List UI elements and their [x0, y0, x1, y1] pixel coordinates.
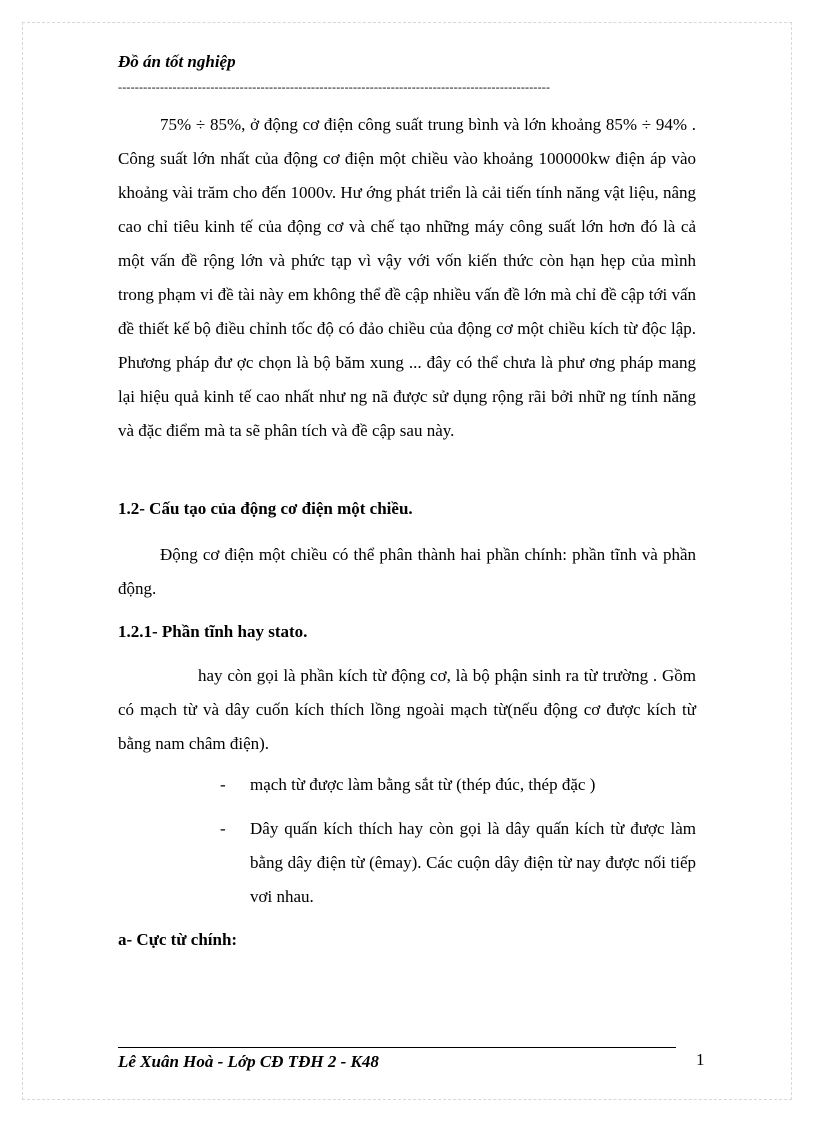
- footer-author: Lê Xuân Hoà - Lớp CĐ TĐH 2 - K48: [118, 1052, 379, 1071]
- bullet-text: mạch từ được làm bằng sắt từ (thép đúc, thép đặc ): [250, 775, 596, 794]
- bullet-item: [220, 812, 696, 914]
- intro-paragraph: 75% ÷ 85%, ở động cơ điện công suất trung bình và lớn khoảng 85% ÷ 94% . Công suất lớn nhất của động cơ điện một chiều vào khoảng 100000kw điện áp vào khoảng vài trăm cho đến 1000v. Hư ớng phát triển là cải tiến tính năng vật liệu, nâng cao chỉ tiêu kinh tế của động cơ và chế tạo những máy công suất lớn hơn đó là cả một vấn đề rộng lớn và phức tạp vì vậy với vốn kiến thức còn hạn hẹp của mình trong phạm vi đề tài này em không thể đề cập nhiều vấn đề lớn mà chỉ đề cập tới vấn đề thiết kế bộ điều chỉnh tốc độ có đảo chiều của động cơ một chiều kích từ độc lập. Phương pháp đư ợc chọn là bộ băm xung ... đây có thể chưa là phư ơng pháp mang lại hiệu quả kinh tế cao nhất như ng nã được sử dụng rộng rãi bởi nhữ ng tính năng và đặc điểm mà ta sẽ phân tích và đề cập sau này.: [118, 115, 696, 440]
- header-dashed-rule: -------------------------------------------------------------------------------------------------------: [118, 80, 551, 94]
- bullet-dash: -: [220, 819, 226, 838]
- bullet-dash: -: [220, 775, 226, 794]
- subheading-a: a- Cực từ chính:: [118, 930, 238, 949]
- stator-paragraph: hay còn gọi là phần kích từ động cơ, là bộ phận sinh ra từ trường . Gồm có mạch từ và dây cuốn kích thích lồng ngoài mạch từ(nếu động cơ được kích từ bằng nam châm điện).: [118, 666, 696, 753]
- header-title: Đồ án tốt nghiệp: [118, 52, 236, 71]
- section-heading-1-2-1: 1.2.1- Phần tĩnh hay stato.: [118, 622, 308, 641]
- bullet-text: Dây quấn kích thích hay còn gọi là dây quấn kích từ được làm bằng dây điện từ (êmay). Các cuộn dây điện từ nay được nối tiếp vơi nhau.: [250, 819, 696, 906]
- bullet-item: [220, 768, 696, 802]
- page-number: 1: [696, 1050, 705, 1069]
- footer-rule: [118, 1047, 676, 1048]
- section-heading-1-2: 1.2- Cấu tạo của động cơ điện một chiều.: [118, 499, 413, 518]
- section-1-2-paragraph: Động cơ điện một chiều có thể phân thành hai phần chính: phần tĩnh và phần động.: [118, 545, 696, 598]
